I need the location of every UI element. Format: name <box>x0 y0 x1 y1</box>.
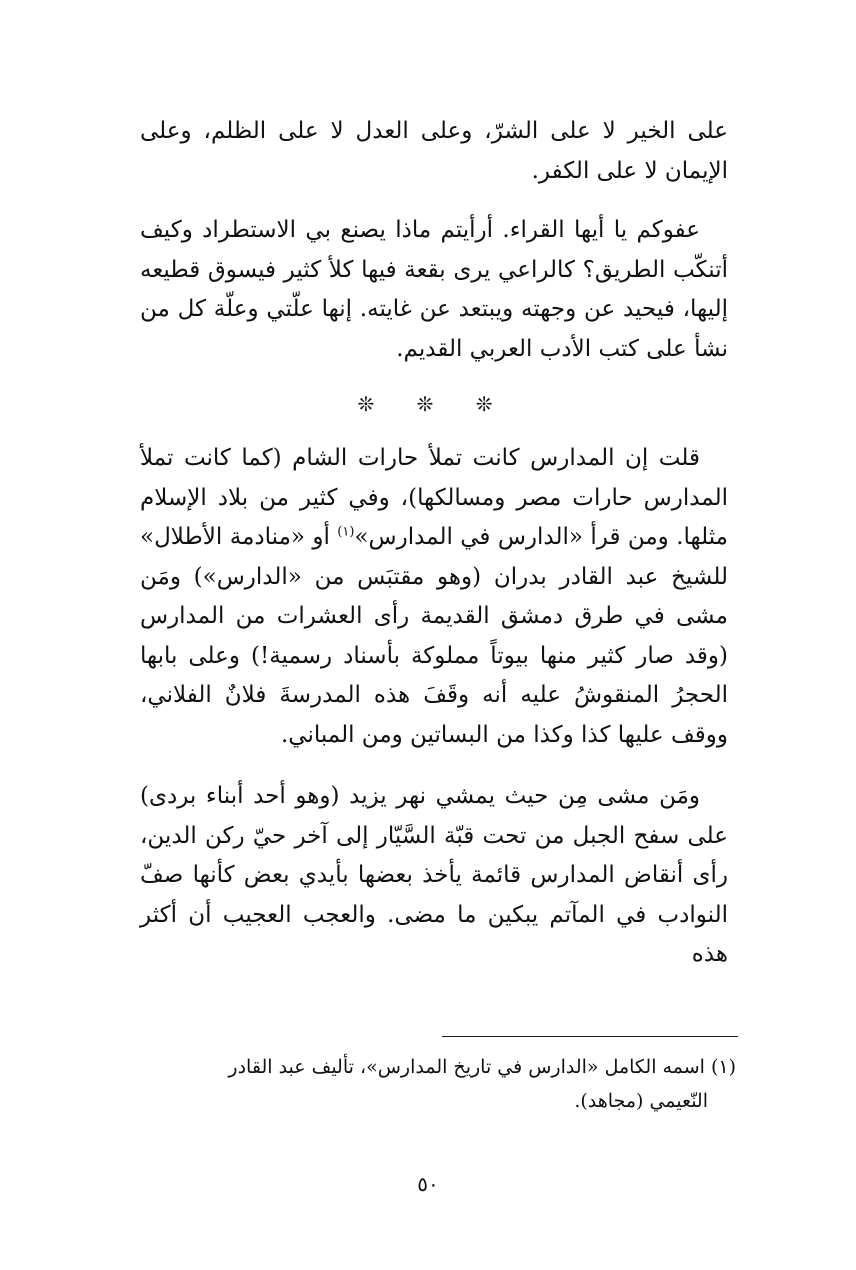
paragraph-3-part-1: قلت إن المدارس كانت تملأ حارات الشام (كما كانت تملأ المدارس حارات مصر ومسالكها)، وفي كثير من بلاد الإسلام مثلها. ومن قرأ «الدارس في المدارس» <box>140 445 728 550</box>
footnote-line-2: النّعيمي (مجاهد). <box>574 1090 708 1112</box>
footnote <box>140 1050 736 1118</box>
footnote-line-1: (١) اسمه الكامل «الدارس في تاريخ المدارس»، تأليف عبد القادر <box>228 1056 736 1078</box>
footnote-reference: (١) <box>337 524 355 540</box>
paragraph-4: ومَن مشى مِن حيث يمشي نهر يزيد (وهو أحد أبناء بردى) على سفح الجبل من تحت قبّة السَّيّار إلى آخر حيّ ركن الدين، رأى أنقاض المدارس قائمة يأخذ بعضها بأيدي بعض كأنها صفّ النوادب في المآتم يبكين ما مضى. والعجب العجيب أن أكثر هذه <box>140 783 728 967</box>
page-body <box>140 112 728 975</box>
paragraph-2: عفوكم يا أيها القراء. أرأيتم ماذا يصنع بي الاستطراد وكيف أتنكّب الطريق؟ كالراعي يرى بقعة فيها كلأ كثير فيسوق قطيعه إليها، فيحيد عن وجهته ويبتعد عن غايته. إنها علّتي وعلّة كل من نشأ على كتب الأدب العربي القديم. <box>140 217 728 362</box>
footnote-divider <box>442 1036 738 1037</box>
paragraph-1: على الخير لا على الشرّ، وعلى العدل لا على الظلم، وعلى الإيمان لا على الكفر. <box>140 118 728 184</box>
page-number: ٥٠ <box>417 1172 439 1196</box>
paragraph-3 <box>140 439 728 755</box>
paragraph-3-part-2: أو «منادمة الأطلال» للشيخ عبد القادر بدران (وهو مقتبَس من «الدارس») ومَن مشى في طرق دمشق القديمة رأى العشرات من المدارس (وقد صار كثير منها بيوتاً مملوكة بأسناد رسمية!) وعلى بابها الحجرُ المنقوشُ عليه أنه وقَفَ هذه المدرسةَ فلانٌ الفلاني، ووقف عليها كذا وكذا من البساتين ومن المباني. <box>140 524 728 748</box>
section-separator: ❊ ❊ ❊ <box>357 392 511 416</box>
